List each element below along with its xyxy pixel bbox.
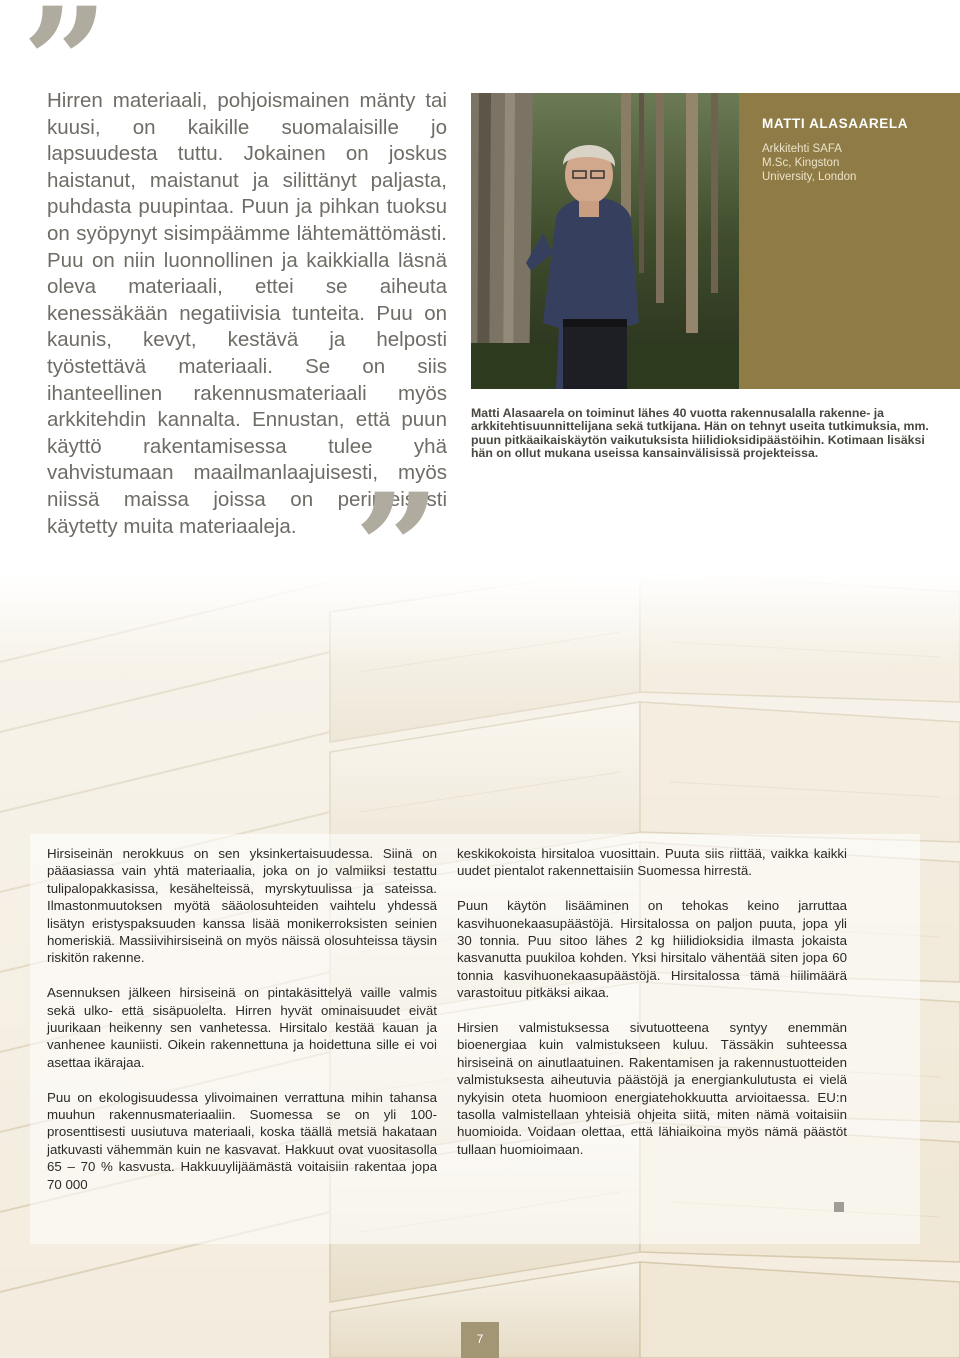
- profile-credential-line: Arkkitehti SAFA: [762, 143, 842, 155]
- article-end-square-icon: [834, 1202, 844, 1212]
- profile-panel: [739, 93, 960, 389]
- body-column-right: [457, 845, 847, 1176]
- body-paragraph: Asennuksen jälkeen hirsiseinä on pintakäsittelyä vaille valmis sekä ulko- että sisäpuolelta. Hirren hyvät ominaisuudet eivät juurikaan heikenny sen vanhetessa. Hirsitalo kestää kauan ja vanhenee kauniisti. Oikein rakennettuna ja hoidettuna sille ei voi asettaa ikärajaa.: [47, 985, 437, 1070]
- body-paragraph: keskikokoista hirsitaloa vuosittain. Puuta siis riittää, vaikka kaikki uudet pientalot rakennettaisiin Suomessa hirrestä.: [457, 846, 847, 879]
- body-paragraph: Puu on ekologisuudessa ylivoimainen verrattuna mihin tahansa muuhun rakennusmateriaaliin. Suomessa se on yli 100-prosenttisesti uusiutuva materiaali, koska täällä metsiä hakataan jatkuvasti vähemmän kuin ne kasvavat. Hakkuut ovat vuositasolla 65 – 70 % kasvusta. Hakkuuylijäämästä voitaisiin rakentaa jopa 70 000: [47, 1089, 437, 1192]
- profile-credentials: [762, 142, 952, 184]
- profile-credential-line: University, London: [762, 171, 857, 183]
- page-number: 7: [476, 1332, 484, 1346]
- body-paragraph: Hirsien valmistuksessa sivutuotteena syntyy enemmän bioenergiaa kuin valmistukseen kuluu. Tässäkin suhteessa hirsiseinä on ainutlaatuinen. Rakentamisen ja rakennustuotteiden valmistuksesta aiheutuvia päästöjä ja energiankulutusta ei vielä nykyisin oteta huomioon energiatehokkuutta arvioitaessa. EU:n tasolla valmistellaan yhteisiä ohjeita siitä, miten nämä voitaisiin huomioida. Voidaan olettaa, että lähiaikoina myös nämä päästöt tullaan huomioimaan.: [457, 1020, 847, 1157]
- opening-quote-mark-icon: ”: [22, 0, 109, 151]
- pull-quote: Hirren materiaali, pohjoismainen mänty tai kuusi, on kaikille suomalaisille jo lapsuudesta tuttu. Jokainen on joskus haistanut, maistanut ja silittänyt paljasta, puhdasta puupintaa. Puun ja pihkan tuoksu on syöpynyt sisimpäämme lähtemättömästi. Puu on niin luonnollinen ja kaikkialla läsnä oleva materiaali, ettei se aiheuta kenessäkään negatiivisia tunteita. Puu on kaunis, kevyt, kestävä ja helposti työstettävä materiaali. Se on siis ihanteellinen rakennusmateriaali myös arkkitehdin kannalta. Ennustan, että puun käyttö rakentamisessa tulee yhä vahvistumaan maailmanlaajuisesti, myös niissä maissa joissa on perinteisesti käytetty muita materiaaleja.: [47, 89, 447, 538]
- profile-name: MATTI ALASAARELA: [762, 116, 909, 131]
- page-number-tab: [461, 1322, 499, 1358]
- profile-caption: Matti Alasaarela on toiminut lähes 40 vuotta rakennusalalla rakenne- ja arkkitehtisuunnittelijana sekä tutkijana. Hän on tehnyt useita tutkimuksia, mm. puun pitkäaikaiskäytön vaikutuksista hiilidioksidipäästöihin. Kotimaan lisäksi hän on ollut mukana useissa kansainvälisissä projekteissa.: [471, 406, 929, 461]
- body-paragraph: Puun käytön lisääminen on tehokas keino jarruttaa kasvihuonekaasupäästöjä. Hirsitalossa on paljon puuta, jopa yli 30 tonnia. Puu sitoo lähes 2 kg hiilidioksidia ilmasta jokaista kasvanutta puukiloa kohden. Yksi hirsitalo vähentää siten jopa 60 tonnia kasvihuonekaasupäästöjä. Hirsitalossa tämä hiilimäärä varastoituu pitkäksi aikaa.: [457, 898, 847, 1001]
- profile-credential-line: M.Sc, Kingston: [762, 157, 840, 169]
- body-paragraph: Hirsiseinän nerokkuus on sen yksinkertaisuudessa. Siinä on pääasiassa vain yhtä materiaalia, joka on jo valmiiksi testattu tulipalopakkasissa, kesähelteissä, myrskytuulissa ja sateissa. Ilmastonmuutoksen myötä sääolosuhteiden vaihtelu yhdessä lisätyn eristyspaksuuden kanssa lisää monikerroksisten seinien homeriskiä. Massiivihirsiseinä on myös näissä olosuhteissa täysin riskitön rakenne.: [47, 846, 437, 966]
- portrait-illustration: [471, 93, 739, 389]
- closing-quote-mark-icon: ”: [354, 461, 441, 637]
- portrait-photo: [471, 93, 739, 389]
- body-column-left: [47, 845, 437, 1210]
